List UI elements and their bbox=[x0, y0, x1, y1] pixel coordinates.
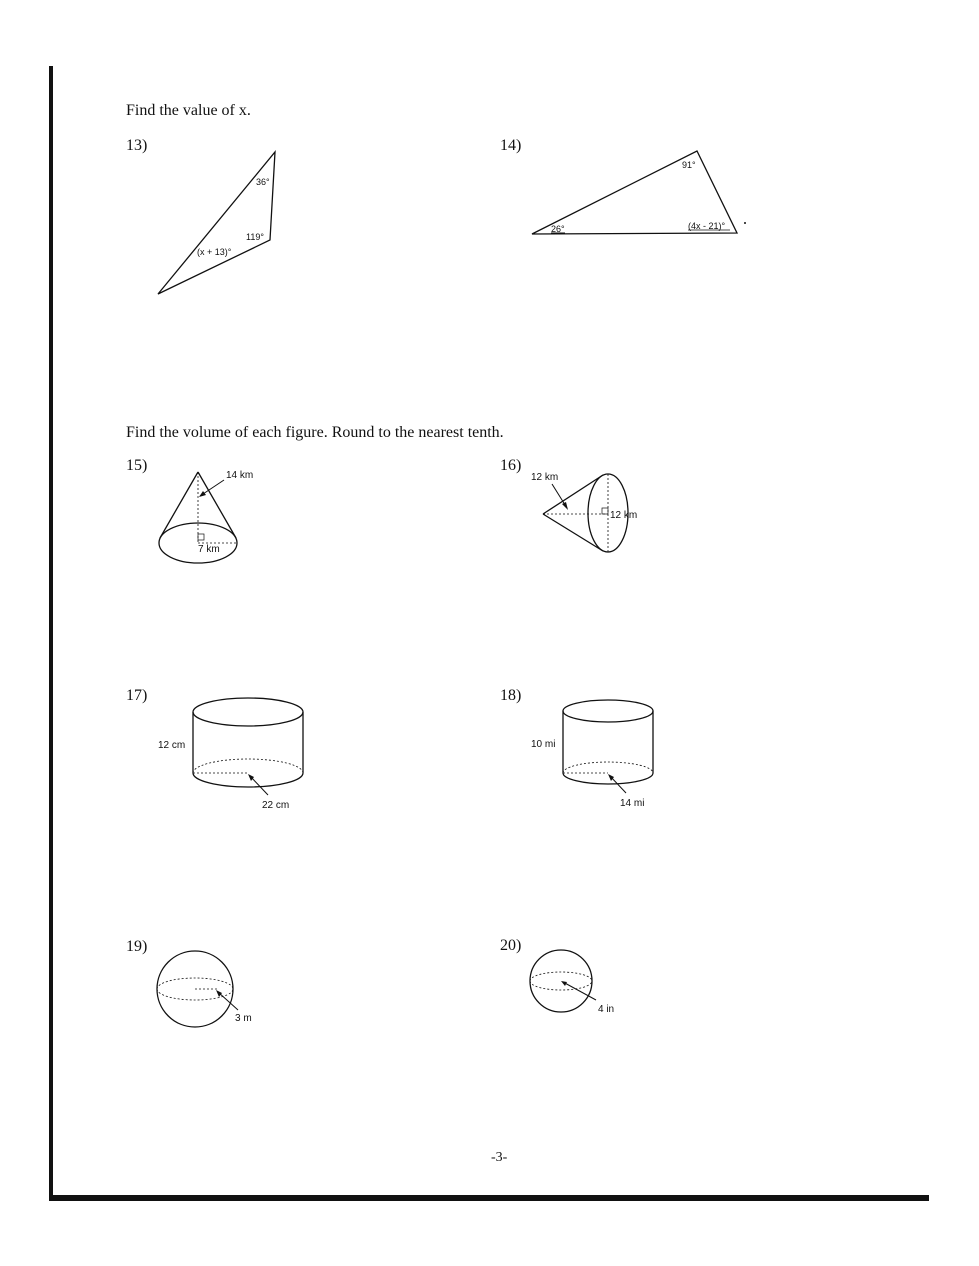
problem-16-radius-label: 12 km bbox=[610, 510, 638, 521]
problem-17-number: 17) bbox=[126, 687, 148, 704]
problem-13-angle-left: (x + 13)° bbox=[197, 247, 232, 257]
instruction-find-x: Find the value of x. bbox=[126, 102, 251, 119]
problem-16-slant-label: 12 km bbox=[531, 472, 559, 483]
problem-14-angle-top: 91° bbox=[682, 160, 696, 170]
problem-15-number: 15) bbox=[126, 457, 148, 474]
problem-13-number: 13) bbox=[126, 137, 148, 154]
instruction-find-volume: Find the volume of each figure. Round to the nearest tenth. bbox=[126, 424, 504, 441]
problem-13-angle-right: 119° bbox=[246, 232, 264, 242]
problem-15-radius-label: 7 km bbox=[198, 544, 220, 555]
problem-18-diameter-label: 14 mi bbox=[620, 798, 645, 809]
problem-19-radius-label: 3 m bbox=[235, 1013, 252, 1024]
problem-19-number: 19) bbox=[126, 938, 148, 955]
problem-14-angle-left: 26° bbox=[551, 224, 565, 234]
problem-18-number: 18) bbox=[500, 687, 522, 704]
problem-17-height-label: 12 cm bbox=[158, 740, 186, 751]
page-number: -3- bbox=[491, 1150, 508, 1165]
problem-16-number: 16) bbox=[500, 457, 522, 474]
problem-14-number: 14) bbox=[500, 137, 522, 154]
problem-13-angle-top: 36° bbox=[256, 177, 270, 187]
problem-17-diameter-label: 22 cm bbox=[262, 800, 290, 811]
problem-18-height-label: 10 mi bbox=[531, 739, 556, 750]
problem-20-radius-label: 4 in bbox=[598, 1004, 615, 1015]
problem-20-number: 20) bbox=[500, 937, 522, 954]
problem-14-angle-right: (4x - 21)° bbox=[688, 221, 726, 231]
problem-15-slant-label: 14 km bbox=[226, 470, 254, 481]
